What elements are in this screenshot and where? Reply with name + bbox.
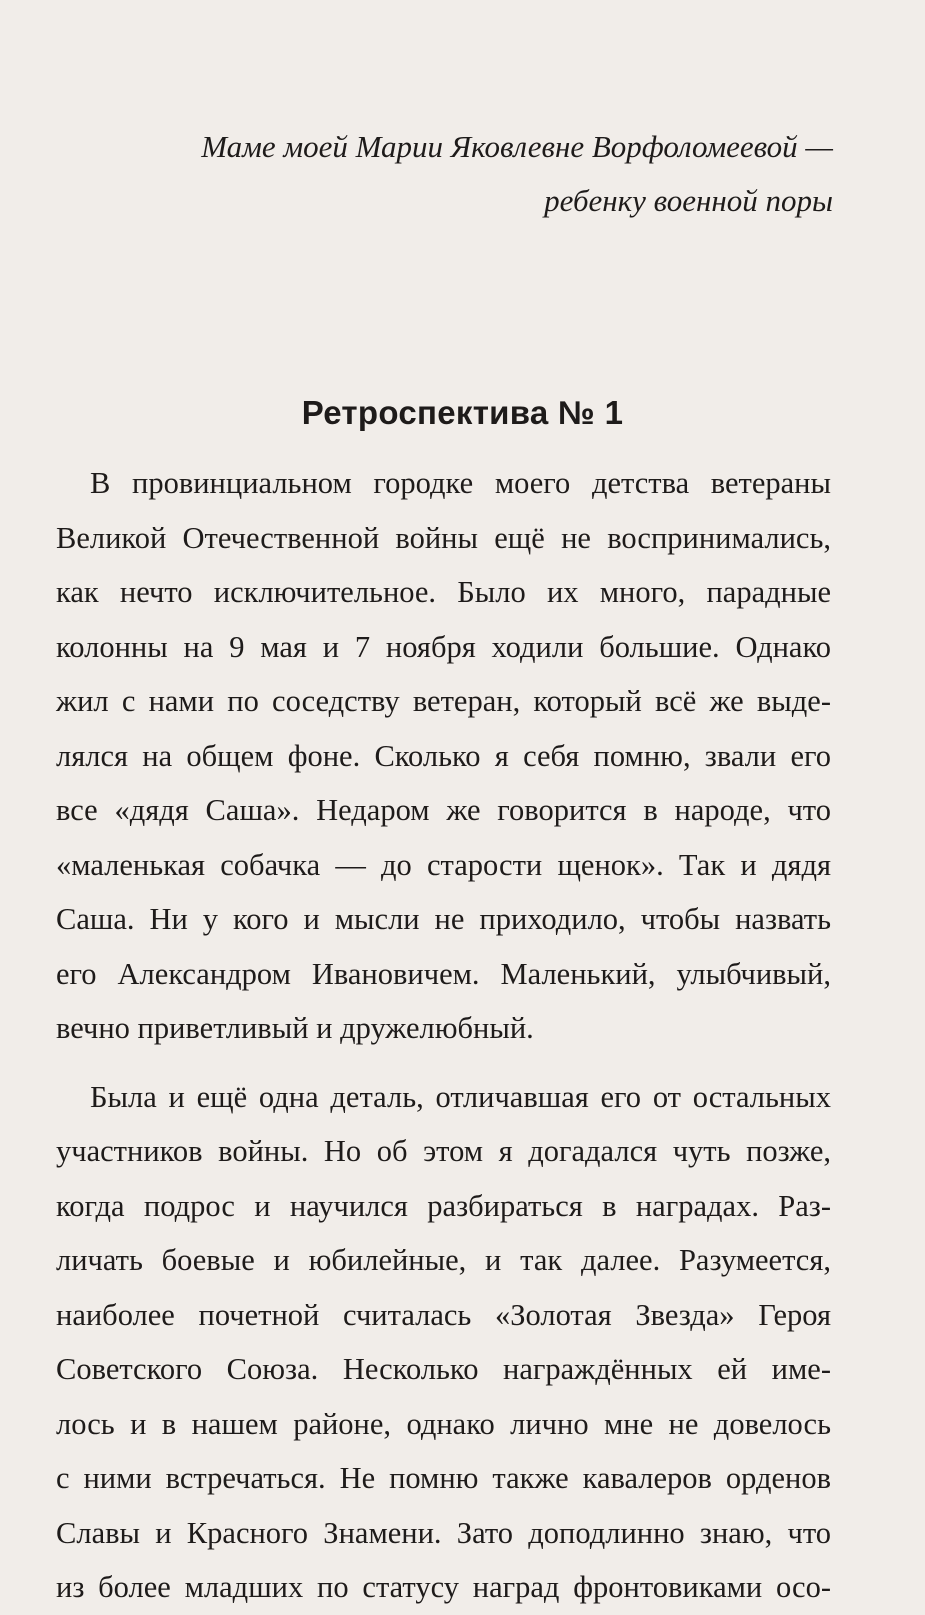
chapter-heading: Ретроспектива № 1 <box>301 394 624 431</box>
paragraph-gap <box>56 1056 831 1070</box>
text-line: с ними встречаться. Не помню также кавалеров орденов <box>56 1461 831 1495</box>
text-line: колонны на 9 мая и 7 ноября ходили большие. Однако <box>56 629 831 664</box>
text-line: Советского Союза. Несколько награждённых ей име- <box>56 1352 831 1386</box>
text-line: как нечто исключительное. Было их много, парадные <box>56 575 831 609</box>
text-line: Саша. Ни у кого и мысли не приходило, чтобы назвать <box>56 902 831 936</box>
body-text <box>56 456 831 1615</box>
text-line: «маленькая собачка — до старости щенок». Так и дядя <box>56 847 831 882</box>
text-line: его Александром Ивановичем. Маленький, улыбчивый, <box>56 956 831 991</box>
text-line: Великой Отечественной войны ещё не воспринимались, <box>56 520 831 555</box>
text-line: В провинциальном городке моего детства ветераны <box>90 466 831 500</box>
paragraph <box>56 1070 831 1615</box>
text-line: лялся на общем фоне. Сколько я себя помню, звали его <box>56 738 831 773</box>
text-line: все «дядя Саша». Недаром же говорится в народе, что <box>56 793 831 827</box>
text-line: наиболее почетной считалась «Золотая Звезда» Героя <box>56 1297 831 1332</box>
dedication <box>201 120 833 228</box>
text-line: участников войны. Но об этом я догадался чуть позже, <box>56 1134 831 1168</box>
text-line: когда подрос и научился разбираться в наградах. Раз- <box>56 1188 831 1223</box>
text-line: Была и ещё одна деталь, отличавшая его от остальных <box>90 1079 831 1114</box>
text-line: лось и в нашем районе, однако лично мне не довелось <box>56 1406 831 1441</box>
dedication-line: Маме моей Марии Яковлевне Ворфоломеевой — <box>201 129 833 164</box>
text-line: жил с нами по соседству ветеран, который всё же выде- <box>56 684 831 718</box>
text-line: Славы и Красного Знамени. Зато доподлинно знаю, что <box>56 1515 831 1550</box>
paragraph <box>56 456 831 1056</box>
text-line: вечно приветливый и дружелюбный. <box>56 1011 534 1045</box>
text-line: личать боевые и юбилейные, и так далее. Разумеется, <box>56 1243 831 1277</box>
text-line: из более младших по статусу наград фронтовиками осо- <box>56 1570 831 1604</box>
dedication-line: ребенку военной поры <box>544 183 833 218</box>
